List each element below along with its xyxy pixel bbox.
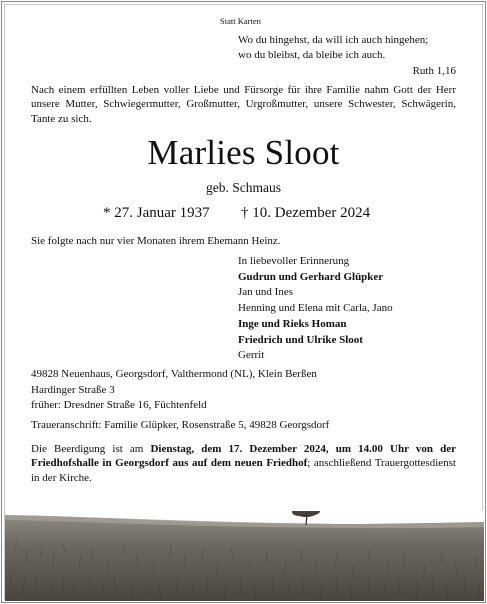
mourner-line: Gudrun und Gerhard Glüpker	[238, 271, 384, 283]
poem-line-2: wo du bleibst, da bleibe ich auch.	[238, 49, 386, 61]
maiden-name: geb. Schmaus	[206, 180, 281, 195]
mourner-line: Gerrit	[238, 349, 265, 361]
funeral-text-intro: Die Beerdigung ist am	[31, 443, 151, 455]
funeral-text-end: ; anschließend Trauergottesdienst in der Kirche.	[31, 457, 456, 484]
statt-karten-label: Statt Karten	[220, 16, 261, 26]
deceased-name: Marlies Sloot	[147, 133, 340, 172]
location-places: 49828 Neuenhaus, Georgsdorf, Valthermond (NL), Klein Berßen	[31, 368, 317, 380]
mourner-line: Henning und Elena mit Carla, Jano	[238, 302, 393, 314]
followed-text: Sie folgte nach nur vier Monaten ihrem Ehemann Heinz.	[31, 235, 281, 247]
obituary-card	[1, 1, 486, 603]
mourner-line: Friedrich und Ulrike Sloot	[238, 334, 363, 346]
funeral-text-bold: Dienstag, dem 17. Dezember 2024, um 14.00 Uhr von der Friedhofshalle in Georgsdorf aus auf dem neuen Friedhof	[31, 443, 456, 470]
poem-line-1: Wo du hingehst, da will ich auch hingehen;	[238, 34, 429, 46]
mourner-line: In liebevoller Erinnerung	[238, 255, 350, 267]
landscape-tree-image	[5, 511, 484, 601]
mourner-line: Inge und Rieks Homan	[238, 318, 347, 330]
poem-source: Ruth 1,16	[412, 65, 456, 77]
mourner-line: Jan und Ines	[238, 286, 293, 298]
death-date: † 10. Dezember 2024	[241, 205, 371, 221]
location-street: Hardinger Straße 3	[31, 384, 115, 396]
funeral-paragraph	[31, 442, 456, 485]
intro-paragraph: Nach einem erfüllten Leben voller Liebe und Fürsorge für ihre Familie nahm Gott der Herr unsere Mutter, Schwiegermutter, Großmutter, Urgroßmutter, unsere Schwester, Schwägerin, Tante zu sich.	[31, 84, 456, 125]
location-former: früher: Dresdner Straße 16, Füchtenfeld	[31, 399, 207, 411]
mourning-address: Traueranschrift: Familie Glüpker, Rosenstraße 5, 49828 Georgsdorf	[31, 419, 330, 431]
birth-date: * 27. Januar 1937	[103, 205, 210, 221]
